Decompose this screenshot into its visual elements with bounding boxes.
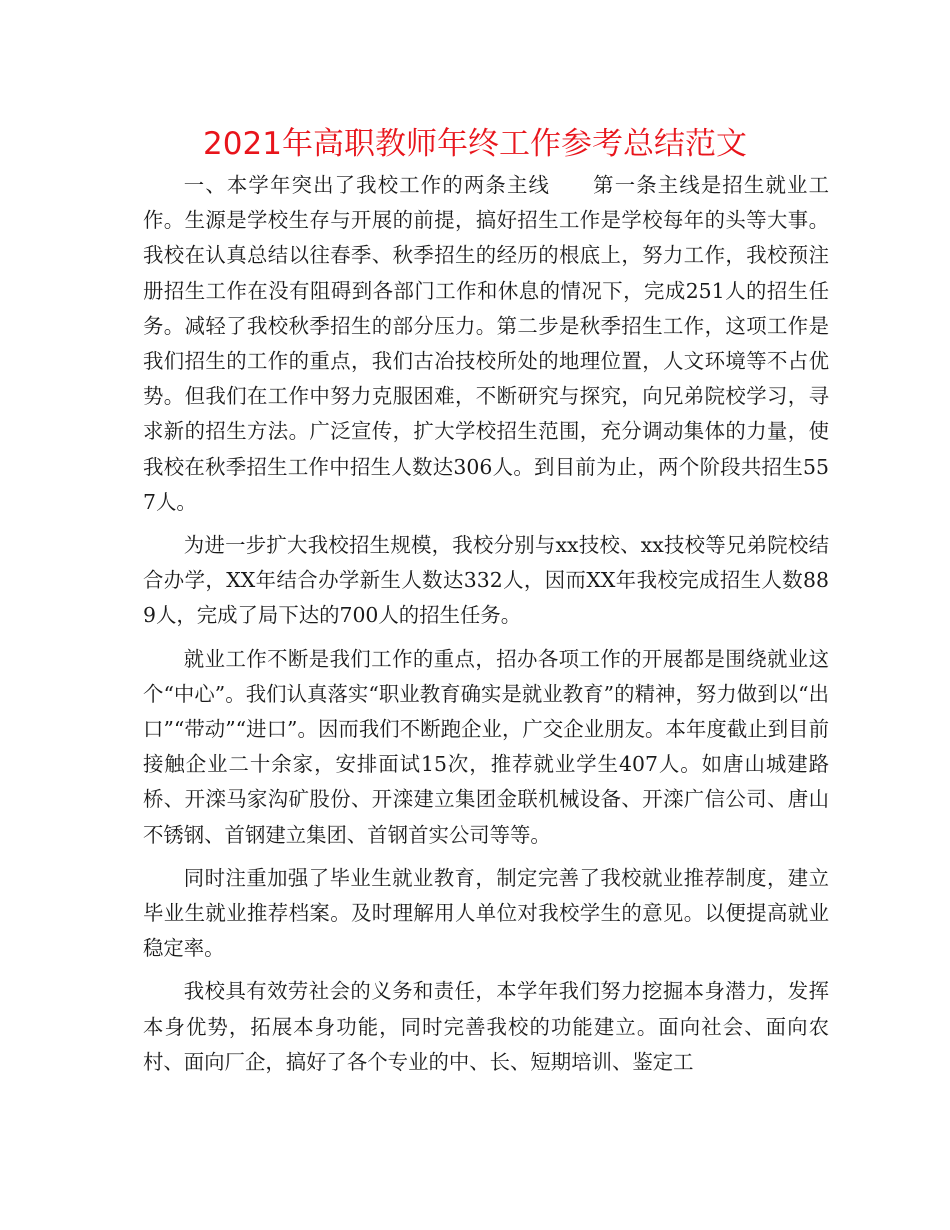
paragraph-joint-schooling: 为进一步扩大我校招生规模，我校分别与xx技校、xx技校等兄弟院校结合办学，XX年结合办学新生人数达332人，因而XX年我校完成招生人数889人，完成了局下达的700人的招生任务。	[143, 533, 829, 628]
document-title: 2021年高职教师年终工作参考总结范文	[203, 126, 747, 162]
paragraph-employment-education: 同时注重加强了毕业生就业教育，制定完善了我校就业推荐制度，建立毕业生就业推荐档案。及时理解用人单位对我校学生的意见。以便提高就业稳定率。	[143, 865, 829, 961]
paragraph-employment-focus: 就业工作不断是我们工作的重点，招办各项工作的开展都是围绕就业这个“中心”。我们认真落实“职业教育确实是就业教育”的精神，努力做到以“出口”“带动”“进口”。因而我们不断跑企业，广交企业朋友。本年度截止到目前接触企业二十余家，安排面试15次，推荐就业学生407人。如唐山城建路桥、开滦马家沟矿股份、开滦建立集团金联机械设备、开滦广信公司、唐山不锈钢、首钢建立集团、首钢首实公司等等。	[143, 646, 829, 847]
paragraph-social-service: 我校具有效劳社会的义务和责任，本学年我们努力挖掘本身潜力，发挥本身优势，拓展本身功能，同时完善我校的功能建立。面向社会、面向农村、面向厂企，搞好了各个专业的中、长、短期培训、鉴定工	[143, 979, 829, 1074]
paragraph-enrollment-main-line: 一、本学年突出了我校工作的两条主线 第一条主线是招生就业工作。生源是学校生存与开展的前提，搞好招生工作是学校每年的头等大事。我校在认真总结以往春季、秋季招生的经历的根底上，努力工作，我校预注册招生工作在没有阻碍到各部门工作和休息的情况下，完成251人的招生任务。减轻了我校秋季招生的部分压力。第二步是秋季招生工作，这项工作是我们招生的工作的重点，我们古冶技校所处的地理位置，人文环境等不占优势。但我们在工作中努力克服困难，不断研究与探究，向兄弟院校学习，寻求新的招生方法。广泛宣传，扩大学校招生范围，充分调动集体的力量，使我校在秋季招生工作中招生人数达306人。到目前为止，两个阶段共招生557人。	[143, 173, 829, 514]
document-body	[143, 168, 829, 1080]
